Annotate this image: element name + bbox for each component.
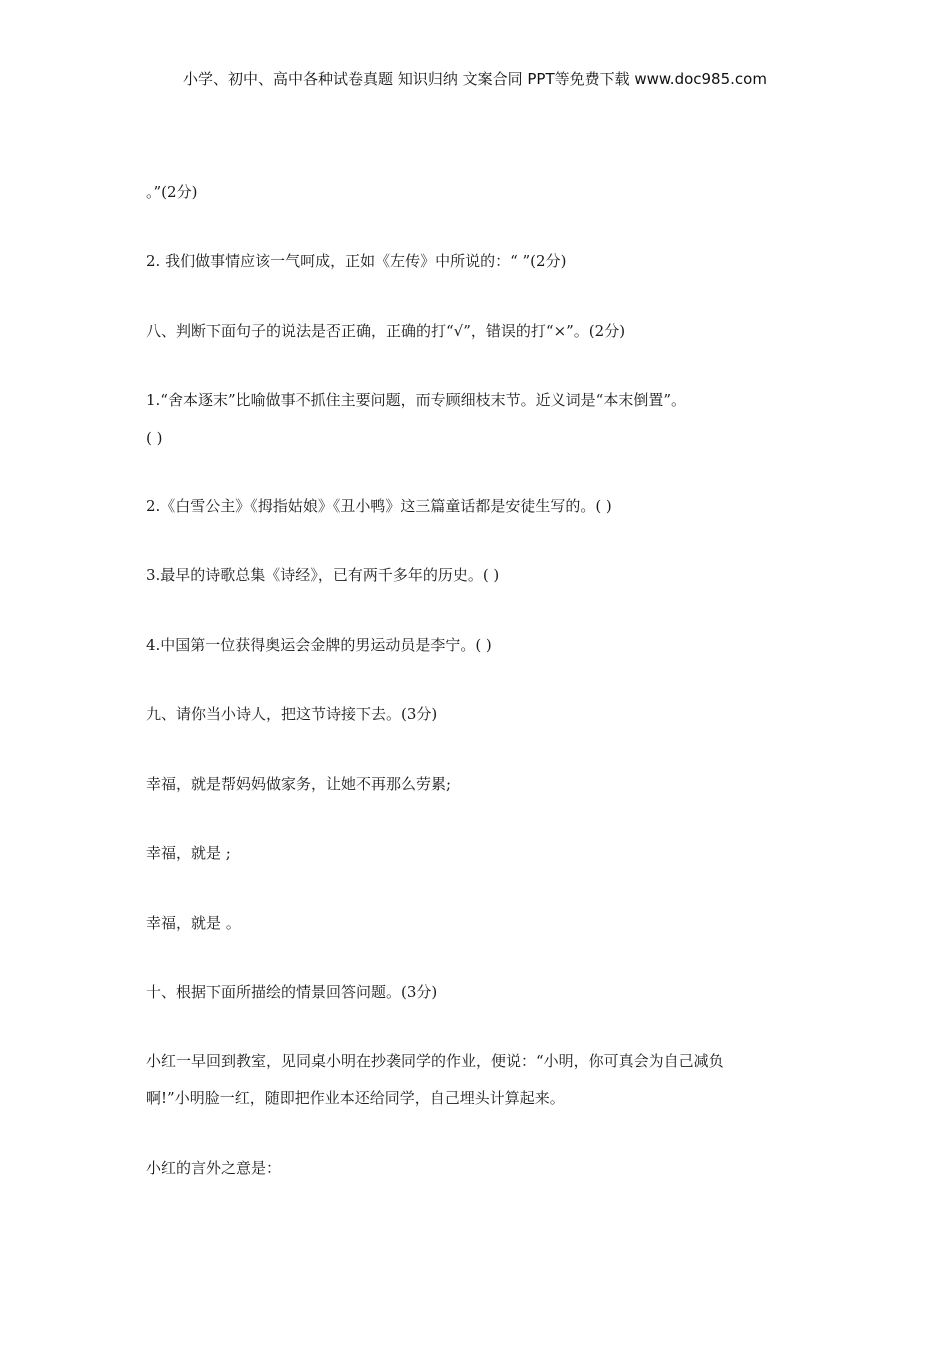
scenario-line-2: 啊!”小明脸一红，随即把作业本还给同学，自己埋头计算起来。 — [146, 1089, 565, 1107]
page-header: 小学、初中、高中各种试卷真题 知识归纳 文案合同 PPT等免费下载 www.doc985.com — [183, 70, 767, 88]
judge-item-2: 2.《白雪公主》《拇指姑娘》《丑小鸭》这三篇童话都是安徒生写的。( ) — [146, 497, 612, 515]
scenario-line-1: 小红一早回到教室，见同桌小明在抄袭同学的作业，便说：“小明，你可真会为自己减负 — [146, 1052, 724, 1070]
poem-line-2: 幸福，就是 ; — [146, 844, 231, 862]
judge-item-1-bracket: ( ) — [146, 429, 163, 447]
fill-blank-ending: 。”(2分) — [146, 183, 198, 201]
question-2-zuozhuan: 2. 我们做事情应该一气呵成，正如《左传》中所说的：“ ”(2分) — [146, 252, 567, 270]
judge-item-1: 1.“舍本逐末”比喻做事不抓住主要问题，而专顾细枝末节。近义词是“本末倒置”。 — [146, 391, 686, 409]
implied-meaning-prompt: 小红的言外之意是： — [146, 1159, 282, 1177]
poem-line-3: 幸福，就是 。 — [146, 914, 241, 932]
poem-line-1: 幸福，就是帮妈妈做家务，让她不再那么劳累; — [146, 775, 452, 793]
section-10-heading: 十、根据下面所描绘的情景回答问题。(3分) — [146, 983, 438, 1001]
judge-item-4: 4.中国第一位获得奥运会金牌的男运动员是李宁。( ) — [146, 636, 492, 654]
judge-item-3: 3.最早的诗歌总集《诗经》，已有两千多年的历史。( ) — [146, 566, 500, 584]
section-8-heading: 八、判断下面句子的说法是否正确，正确的打“√”，错误的打“×”。(2分) — [146, 322, 626, 340]
section-9-heading: 九、请你当小诗人，把这节诗接下去。(3分) — [146, 705, 438, 723]
